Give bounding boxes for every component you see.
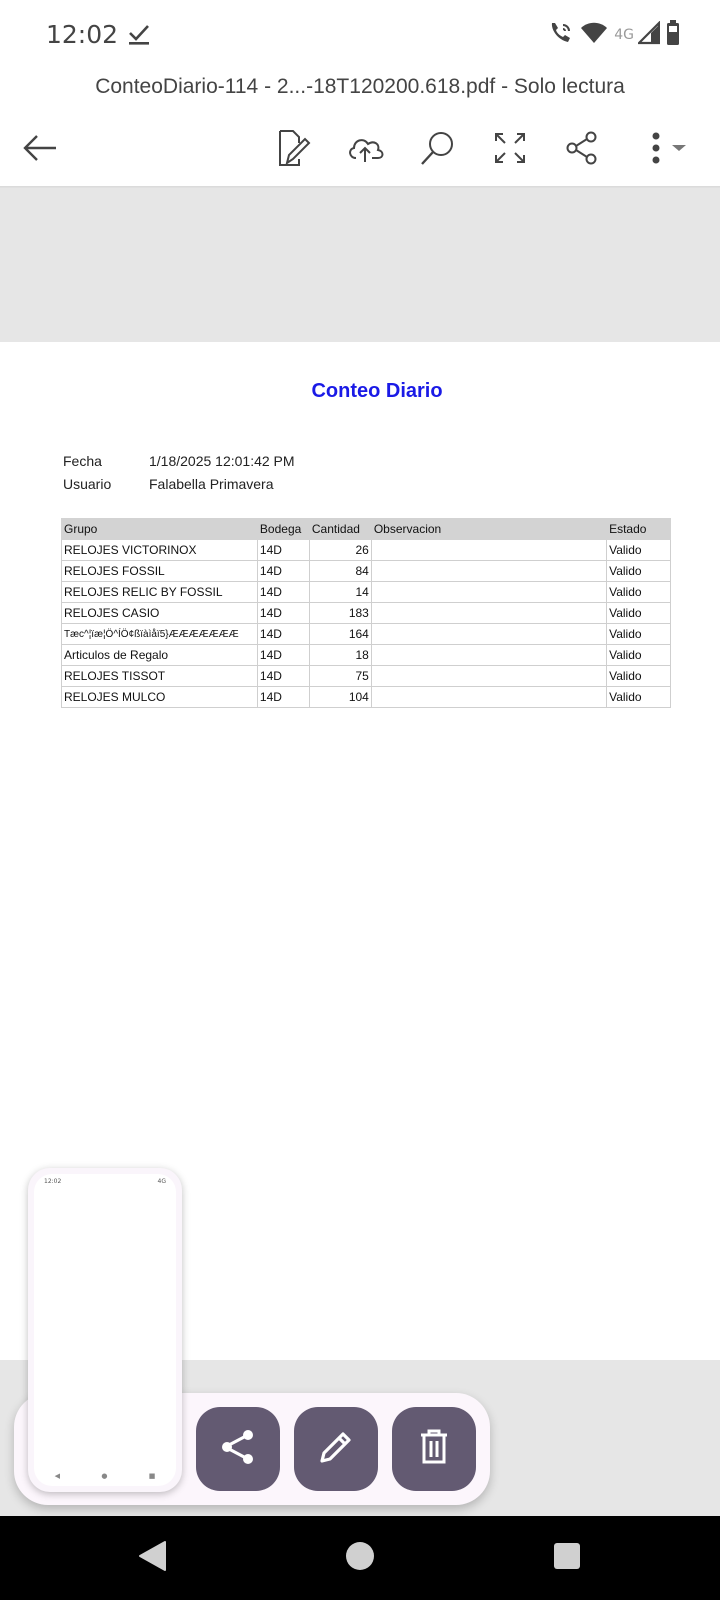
cell-estado: Valido (607, 624, 671, 645)
delete-icon (417, 1428, 451, 1470)
cell-bodega: 14D (257, 666, 309, 687)
system-navigation-bar (0, 1516, 720, 1600)
upload-button[interactable] (342, 126, 390, 174)
cell-grupo: RELOJES MULCO (62, 687, 258, 708)
header-bodega: Bodega (257, 519, 309, 540)
cell-estado: Valido (607, 687, 671, 708)
cell-observacion (371, 666, 606, 687)
status-time: 12:02 (46, 20, 119, 49)
cell-observacion (371, 645, 606, 666)
nav-recents-button[interactable] (545, 1536, 589, 1580)
toolbar (0, 118, 720, 186)
report-title: Conteo Diario (311, 380, 443, 402)
status-icons (548, 20, 680, 50)
cell-estado: Valido (607, 582, 671, 603)
cell-cantidad: 183 (309, 603, 371, 624)
nav-back-icon (137, 1540, 167, 1576)
cell-bodega: 14D (257, 687, 309, 708)
screenshot-edit-button[interactable] (294, 1407, 378, 1491)
inventory-table (61, 518, 671, 708)
usuario-label: Usuario (63, 476, 112, 492)
cloud-upload-icon (346, 132, 386, 168)
cell-bodega: 14D (257, 582, 309, 603)
cell-cantidad: 75 (309, 666, 371, 687)
table-row (62, 666, 671, 687)
table-row (62, 582, 671, 603)
screenshot-delete-button[interactable] (392, 1407, 476, 1491)
preview-recents-icon: ■ (148, 1472, 156, 1480)
cell-grupo: RELOJES FOSSIL (62, 561, 258, 582)
preview-nav (34, 1472, 176, 1480)
fecha-row (63, 453, 295, 469)
network-type: 4G (614, 27, 634, 43)
cell-cantidad: 18 (309, 645, 371, 666)
search-icon (420, 130, 456, 170)
header-cantidad: Cantidad (309, 519, 371, 540)
cell-estado: Valido (607, 561, 671, 582)
back-button[interactable] (16, 126, 64, 174)
share-button[interactable] (558, 126, 606, 174)
document-title-bar: ConteoDiario-114 - 2...-18T120200.618.pdf - Solo lectura (95, 75, 625, 98)
cell-estado: Valido (607, 666, 671, 687)
cell-cantidad: 26 (309, 540, 371, 561)
preview-home-icon: ● (101, 1472, 108, 1480)
cell-grupo: RELOJES RELIC BY FOSSIL (62, 582, 258, 603)
cell-grupo: RELOJES TISSOT (62, 666, 258, 687)
screenshot-preview-image (34, 1174, 176, 1486)
cell-grupo: RELOJES CASIO (62, 603, 258, 624)
cell-grupo: Tæc^¦ïæ¦Ö^ÍÖ¢ßïàìåï5}ÆÆÆÆÆÆÆ (62, 624, 258, 645)
edit-document-icon (277, 129, 311, 171)
download-done-icon (128, 22, 150, 50)
nav-home-icon (345, 1541, 375, 1575)
edit-icon (317, 1428, 355, 1470)
cell-bodega: 14D (257, 645, 309, 666)
table-row (62, 561, 671, 582)
nav-back-button[interactable] (130, 1536, 174, 1580)
more-options-button[interactable] (636, 126, 696, 174)
table-row (62, 540, 671, 561)
screenshot-preview[interactable] (28, 1168, 182, 1492)
table-row (62, 645, 671, 666)
viewer-background (0, 188, 720, 342)
back-arrow-icon (22, 133, 58, 167)
cell-estado: Valido (607, 645, 671, 666)
search-button[interactable] (414, 126, 462, 174)
cell-bodega: 14D (257, 624, 309, 645)
cell-bodega: 14D (257, 603, 309, 624)
header-estado: Estado (607, 519, 671, 540)
wifi-icon (580, 21, 608, 49)
preview-time: 12:02 (44, 1178, 62, 1185)
usuario-value: Falabella Primavera (149, 476, 274, 492)
table-header-row (62, 519, 671, 540)
cell-cantidad: 164 (309, 624, 371, 645)
cell-grupo: Articulos de Regalo (62, 645, 258, 666)
preview-back-icon: ◀ (54, 1472, 61, 1480)
edit-document-button[interactable] (270, 126, 318, 174)
cell-observacion (371, 561, 606, 582)
cell-bodega: 14D (257, 540, 309, 561)
header-grupo: Grupo (62, 519, 258, 540)
cell-cantidad: 104 (309, 687, 371, 708)
preview-status: 4G (157, 1178, 166, 1185)
table-row (62, 687, 671, 708)
cell-observacion (371, 687, 606, 708)
fullscreen-button[interactable] (486, 126, 534, 174)
nav-home-button[interactable] (338, 1536, 382, 1580)
usuario-row (63, 476, 274, 492)
battery-icon (666, 20, 680, 50)
cell-cantidad: 84 (309, 561, 371, 582)
status-bar (0, 0, 720, 72)
cell-observacion (371, 540, 606, 561)
signal-icon (638, 21, 660, 49)
share-icon (565, 131, 599, 169)
table-row (62, 624, 671, 645)
wifi-call-icon (548, 20, 574, 50)
cell-observacion (371, 603, 606, 624)
cell-observacion (371, 624, 606, 645)
cell-grupo: RELOJES VICTORINOX (62, 540, 258, 561)
more-options-icon (642, 130, 690, 170)
cell-observacion (371, 582, 606, 603)
cell-bodega: 14D (257, 561, 309, 582)
header-observacion: Observacion (371, 519, 606, 540)
table-row (62, 603, 671, 624)
fecha-value: 1/18/2025 12:01:42 PM (149, 453, 295, 469)
cell-estado: Valido (607, 540, 671, 561)
share-icon (218, 1427, 258, 1471)
cell-estado: Valido (607, 603, 671, 624)
screenshot-share-button[interactable] (196, 1407, 280, 1491)
fullscreen-icon (493, 131, 527, 169)
nav-recents-icon (553, 1542, 581, 1574)
cell-cantidad: 14 (309, 582, 371, 603)
fecha-label: Fecha (63, 453, 102, 469)
